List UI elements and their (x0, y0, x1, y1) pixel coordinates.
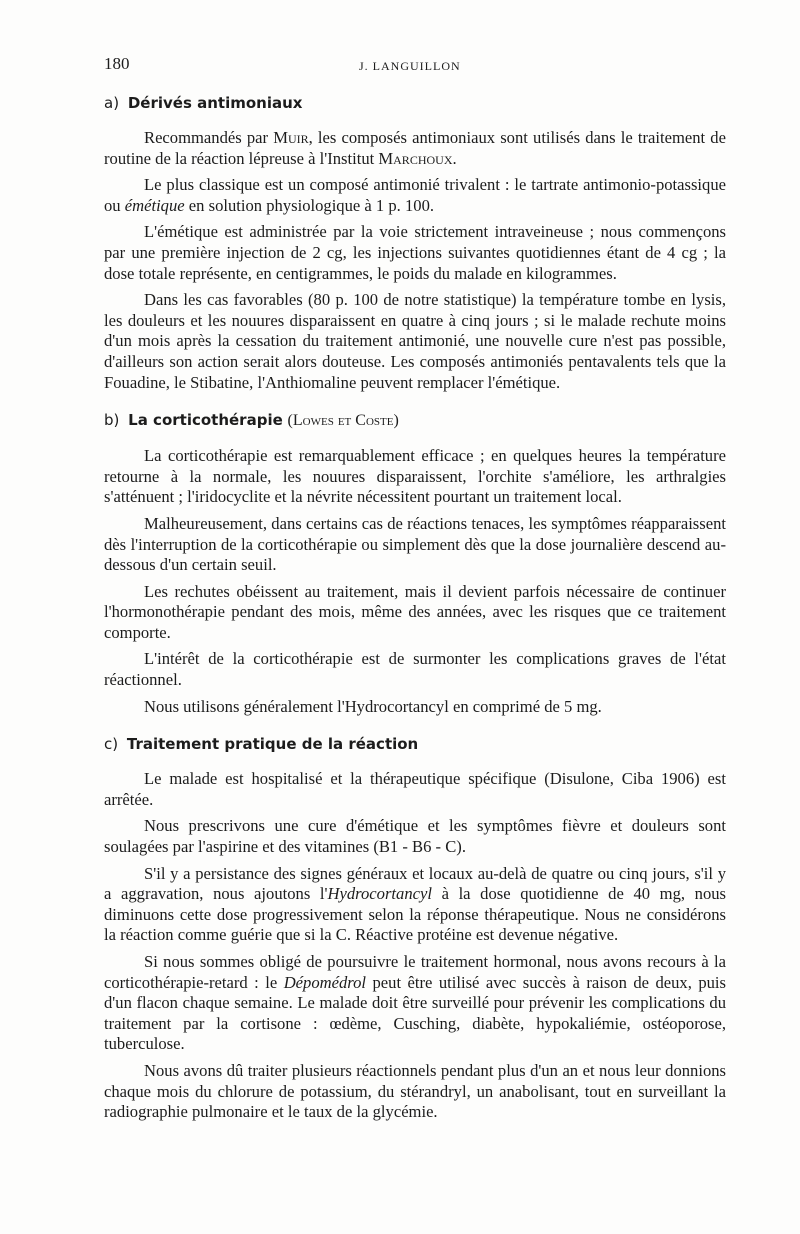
section-letter: a) (104, 94, 120, 112)
paragraph: L'émétique est administrée par la voie strictement intraveineuse ; nous commençons par une première injection de 2 cg, les injections suivantes quotidiennes étant de 4 cg ; la dose totale représente, en centigrammes, le poids du malade en kilogrammes. (104, 222, 726, 283)
section-traitement-pratique (104, 733, 726, 1123)
paragraph: L'intérêt de la corticothérapie est de surmonter les complications graves de l'état réactionnel. (104, 649, 726, 690)
section-heading (104, 409, 726, 432)
section-letter: b) (104, 411, 120, 430)
section-title: Traitement pratique de la réaction (126, 735, 419, 754)
paragraph: Nous utilisons généralement l'Hydrocortancyl en comprimé de 5 mg. (144, 696, 602, 716)
paragraph: Recommandés par Muir, les composés antimoniaux sont utilisés dans le traitement de routine de la réaction lépreuse à l'Institut Marchoux. (104, 128, 726, 168)
paragraph: Malheureusement, dans certains cas de réactions tenaces, les symptômes réapparaissent dès l'interruption de la corticothérapie ou simplement dès que la dose journalière descend au-dessous d'un certain seuil. (104, 513, 726, 575)
paragraph: Les rechutes obéissent au traitement, mais il devient parfois nécessaire de continuer l'hormonothérapie pendant des mois, même des années, avec les risques que ce traitement comporte. (104, 581, 726, 642)
drug-name: Dépomédrol (283, 972, 367, 992)
paragraph: Dans les cas favorables (80 p. 100 de notre statistique) la température tombe en lysis, les douleurs et les nouures disparaissent en quatre à cinq jours ; si le malade rechute moins d'un mois après la cessation du traitement antimonié, une nouvelle cure n'est pas possible, d'ailleurs son action serait alors douteuse. Les composés antimoniés pentavalents tels que la Fouadine, le Stibatine, l'Anthiomaline peuvent remplacer l'émétique. (104, 290, 726, 392)
institute-name: Marchoux (378, 148, 453, 168)
paragraph: S'il y a persistance des signes généraux et locaux au-delà de quatre ou cinq jours, s'il y a aggravation, nous ajoutons l'Hydrocortancyl à la dose quotidienne de 40 mg, nous diminuons cette dose progressivement selon la réponse thérapeutique. Nous ne considérons la réaction comme guérie que si la C. Réactive protéine est devenue négative. (104, 863, 726, 945)
paragraph: Le plus classique est un composé antimonié trivalent : le tartrate antimonio-potassique ou émétique en solution physiologique à 1 p. 100. (104, 175, 726, 215)
page-body (104, 92, 726, 1139)
section-letter: c) (104, 735, 119, 754)
section-title: Dérivés antimoniaux (127, 94, 303, 112)
emphasis: émétique (124, 195, 185, 215)
paragraph: Nous avons dû traiter plusieurs réactionnels pendant plus d'un an et nous leur donnions chaque mois du chlorure de potassium, du stérandryl, un anabolisant, tout en surveillant la radiographie pulmonaire et le taux de la glycémie. (104, 1060, 726, 1122)
paragraph: Si nous sommes obligé de poursuivre le traitement hormonal, nous avons recours à la corticothérapie-retard : le Dépomédrol peut être utilisé avec succès à raison de deux, puis d'un flacon chaque semaine. Le malade doit être surveillé pour prévenir les complications du traitement par la cortisone : œdème, Cusching, diabète, hypokaliémie, ostéoporose, tuberculose. (104, 952, 726, 1054)
section-antimoniaux (104, 92, 726, 393)
section-corticotherapie (104, 409, 726, 717)
section-heading (104, 733, 726, 755)
page-header (104, 54, 724, 78)
page-number: 180 (104, 54, 130, 73)
drug-name: Hydrocortancyl (327, 884, 432, 904)
paragraph: Le malade est hospitalisé et la thérapeutique spécifique (Disulone, Ciba 1906) est arrêtée. (104, 769, 726, 809)
section-title: La corticothérapie (128, 411, 283, 430)
paragraph: Nous prescrivons une cure d'émétique et les symptômes fièvre et douleurs sont soulagées par l'aspirine et des vitamines (B1 - B6 - C). (104, 816, 726, 857)
section-heading (104, 92, 726, 114)
author-name: Muir (273, 128, 309, 147)
running-head: J. LANGUILLON (359, 59, 461, 73)
section-subtitle: (Lowes et Coste) (287, 412, 399, 430)
paragraph: La corticothérapie est remarquablement efficace ; en quelques heures la température retourne à la normale, les nouures disparaissent, l'orchite s'améliore, les arthralgies s'atténuent ; l'iridocyclite et la névrite nécessitent pourtant un traitement local. (104, 446, 726, 507)
